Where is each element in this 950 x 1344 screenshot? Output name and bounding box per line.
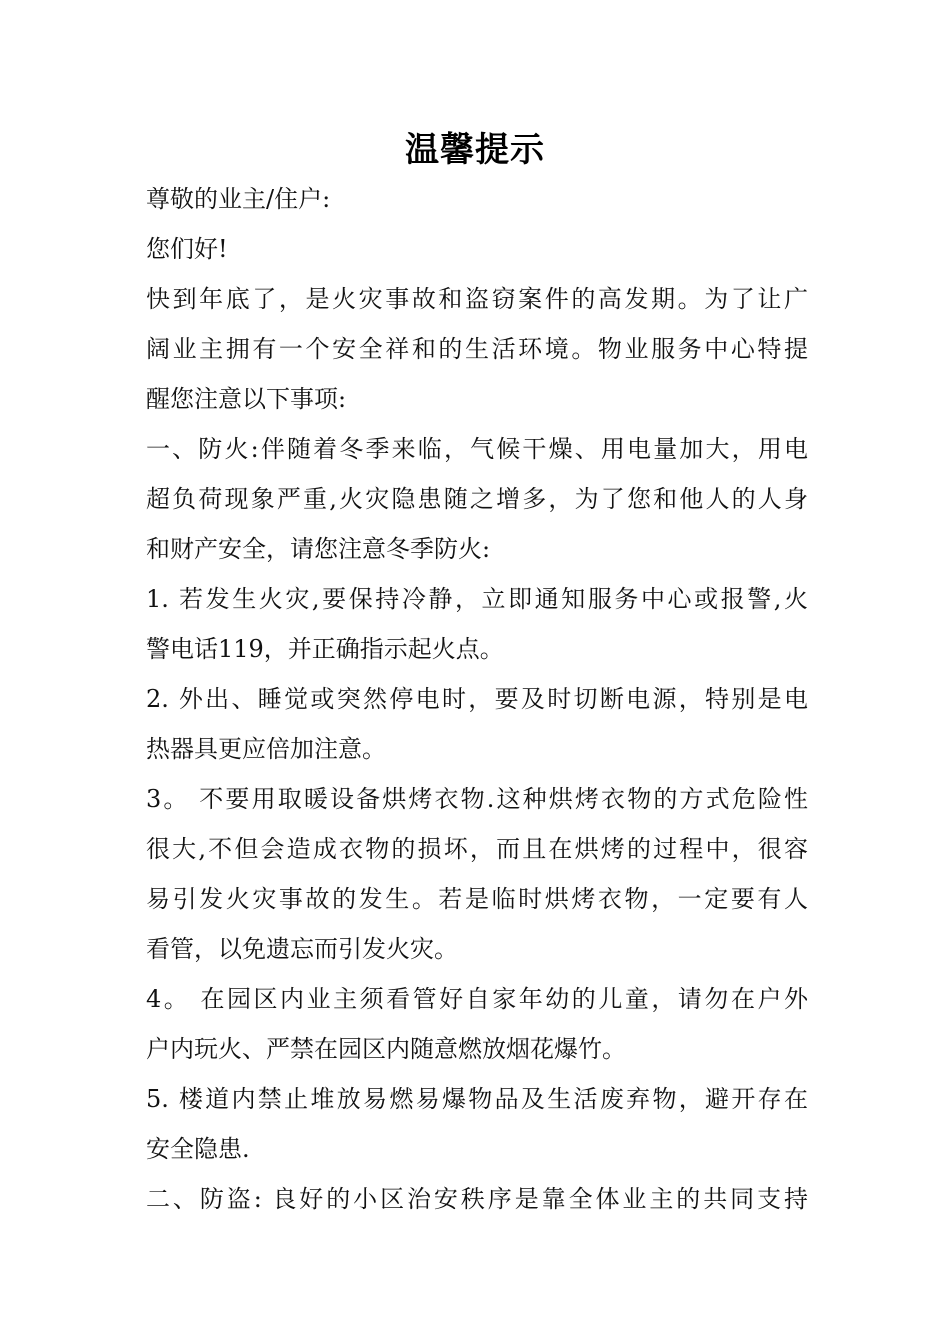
list-item-line: 3。 不要用取暖设备烘烤衣物.这种烘烤衣物的方式危险性 — [146, 785, 808, 813]
paragraph-line: 醒您注意以下事项: — [146, 385, 347, 413]
paragraph-line: 二、防盗: 良好的小区治安秩序是靠全体业主的共同支持 — [146, 1185, 808, 1213]
list-item-line: 2. 外出、睡觉或突然停电时，要及时切断电源，特别是电 — [146, 685, 808, 713]
paragraph-line: 阔业主拥有一个安全祥和的生活环境。物业服务中心特提 — [146, 335, 808, 363]
list-item-line: 1. 若发生火灾,要保持冷静，立即通知服务中心或报警,火 — [146, 585, 808, 613]
paragraph-line: 和财产安全，请您注意冬季防火: — [146, 535, 491, 563]
document-title: 温馨提示 — [405, 130, 545, 170]
paragraph-line: 一、防火:伴随着冬季来临，气候干燥、用电量加大，用电 — [146, 435, 808, 463]
list-item-line: 4。 在园区内业主须看管好自家年幼的儿童，请勿在户外 — [146, 985, 808, 1013]
salutation-line: 尊敬的业主/住户: — [146, 185, 331, 213]
paragraph-line: 快到年底了，是火灾事故和盗窃案件的高发期。为了让广 — [146, 285, 808, 313]
list-item-line: 很大,不但会造成衣物的损坏，而且在烘烤的过程中，很容 — [146, 835, 808, 863]
document-body — [146, 174, 808, 1224]
list-item-line: 看管，以免遗忘而引发火灾。 — [146, 935, 458, 963]
list-item-line: 5. 楼道内禁止堆放易燃易爆物品及生活废弃物，避开存在 — [146, 1085, 808, 1113]
list-item-line: 户内玩火、严禁在园区内随意燃放烟花爆竹。 — [146, 1035, 626, 1063]
list-item-line: 热器具更应倍加注意。 — [146, 735, 386, 763]
list-item-line: 安全隐患. — [146, 1135, 250, 1163]
list-item-line: 警电话119，并正确指示起火点。 — [146, 635, 504, 663]
list-item-line: 易引发火灾事故的发生。若是临时烘烤衣物，一定要有人 — [146, 885, 808, 913]
greeting-line: 您们好! — [146, 235, 228, 263]
paragraph-line: 超负荷现象严重,火灾隐患随之增多，为了您和他人的人身 — [146, 485, 808, 513]
